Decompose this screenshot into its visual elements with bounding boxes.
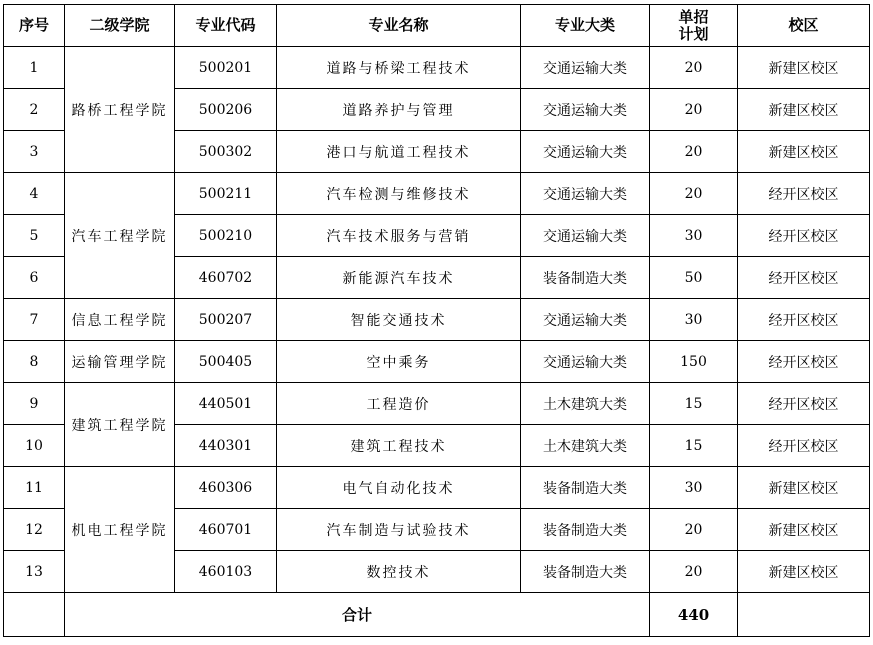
major-name: 道路养护与管理 [277,89,521,131]
major-name: 汽车技术服务与营销 [277,215,521,257]
row-index: 10 [4,425,65,467]
row-index: 9 [4,383,65,425]
plan-count: 15 [650,425,738,467]
major-name: 智能交通技术 [277,299,521,341]
college-cell: 信息工程学院 [65,299,175,341]
college-cell: 机电工程学院 [65,467,175,593]
major-code: 460306 [175,467,277,509]
major-code: 500302 [175,131,277,173]
campus: 新建区校区 [738,131,870,173]
campus: 经开区校区 [738,299,870,341]
major-category: 交通运输大类 [521,131,650,173]
college-cell: 建筑工程学院 [65,383,175,467]
campus: 经开区校区 [738,383,870,425]
major-category: 交通运输大类 [521,215,650,257]
major-category: 交通运输大类 [521,89,650,131]
header-major-code: 专业代码 [175,5,277,47]
campus: 新建区校区 [738,509,870,551]
major-name: 港口与航道工程技术 [277,131,521,173]
header-major-name: 专业名称 [277,5,521,47]
row-index: 6 [4,257,65,299]
major-code: 500211 [175,173,277,215]
total-row [4,593,870,637]
major-name: 道路与桥梁工程技术 [277,47,521,89]
table-row [4,467,870,509]
major-code: 460701 [175,509,277,551]
plan-count: 50 [650,257,738,299]
plan-count: 20 [650,131,738,173]
plan-count: 20 [650,89,738,131]
table-row [4,299,870,341]
college-cell: 运输管理学院 [65,341,175,383]
campus: 新建区校区 [738,467,870,509]
major-name: 数控技术 [277,551,521,593]
header-index: 序号 [4,5,65,47]
row-index: 1 [4,47,65,89]
major-category: 交通运输大类 [521,173,650,215]
major-name: 新能源汽车技术 [277,257,521,299]
major-name: 电气自动化技术 [277,467,521,509]
row-index: 8 [4,341,65,383]
plan-count: 20 [650,509,738,551]
row-index: 5 [4,215,65,257]
table-row [4,341,870,383]
table-row [4,173,870,215]
header-plan-line2: 计划 [678,24,709,43]
row-index: 13 [4,551,65,593]
major-code: 460702 [175,257,277,299]
total-label: 合计 [65,593,650,637]
major-code: 500207 [175,299,277,341]
header-campus: 校区 [738,5,870,47]
campus: 经开区校区 [738,341,870,383]
college-cell: 路桥工程学院 [65,47,175,173]
major-name: 空中乘务 [277,341,521,383]
campus: 经开区校区 [738,215,870,257]
row-index: 11 [4,467,65,509]
major-name: 汽车检测与维修技术 [277,173,521,215]
plan-count: 150 [650,341,738,383]
major-category: 交通运输大类 [521,47,650,89]
major-code: 460103 [175,551,277,593]
major-code: 500210 [175,215,277,257]
table-row [4,47,870,89]
campus: 经开区校区 [738,173,870,215]
row-index: 12 [4,509,65,551]
plan-count: 30 [650,299,738,341]
plan-count: 30 [650,215,738,257]
major-code: 440301 [175,425,277,467]
row-index: 3 [4,131,65,173]
total-blank-cell [738,593,870,637]
campus: 新建区校区 [738,551,870,593]
major-category: 交通运输大类 [521,299,650,341]
campus: 经开区校区 [738,425,870,467]
header-row [4,5,870,47]
header-plan-line1: 单招 [678,7,709,26]
plan-count: 20 [650,551,738,593]
enrollment-plan-table [3,4,870,637]
plan-count: 15 [650,383,738,425]
major-name: 汽车制造与试验技术 [277,509,521,551]
major-name: 建筑工程技术 [277,425,521,467]
table-row [4,383,870,425]
row-index: 4 [4,173,65,215]
major-category: 土木建筑大类 [521,383,650,425]
college-cell: 汽车工程学院 [65,173,175,299]
plan-count: 30 [650,467,738,509]
major-category: 装备制造大类 [521,551,650,593]
plan-count: 20 [650,173,738,215]
row-index: 2 [4,89,65,131]
header-plan [650,5,738,47]
major-code: 500206 [175,89,277,131]
campus: 经开区校区 [738,257,870,299]
major-category: 土木建筑大类 [521,425,650,467]
major-category: 交通运输大类 [521,341,650,383]
row-index: 7 [4,299,65,341]
major-code: 500201 [175,47,277,89]
plan-count: 20 [650,47,738,89]
major-name: 工程造价 [277,383,521,425]
campus: 新建区校区 [738,47,870,89]
header-category: 专业大类 [521,5,650,47]
major-category: 装备制造大类 [521,467,650,509]
major-category: 装备制造大类 [521,509,650,551]
total-blank-cell [4,593,65,637]
major-code: 440501 [175,383,277,425]
major-category: 装备制造大类 [521,257,650,299]
total-value: 440 [650,593,738,637]
major-code: 500405 [175,341,277,383]
header-college: 二级学院 [65,5,175,47]
campus: 新建区校区 [738,89,870,131]
